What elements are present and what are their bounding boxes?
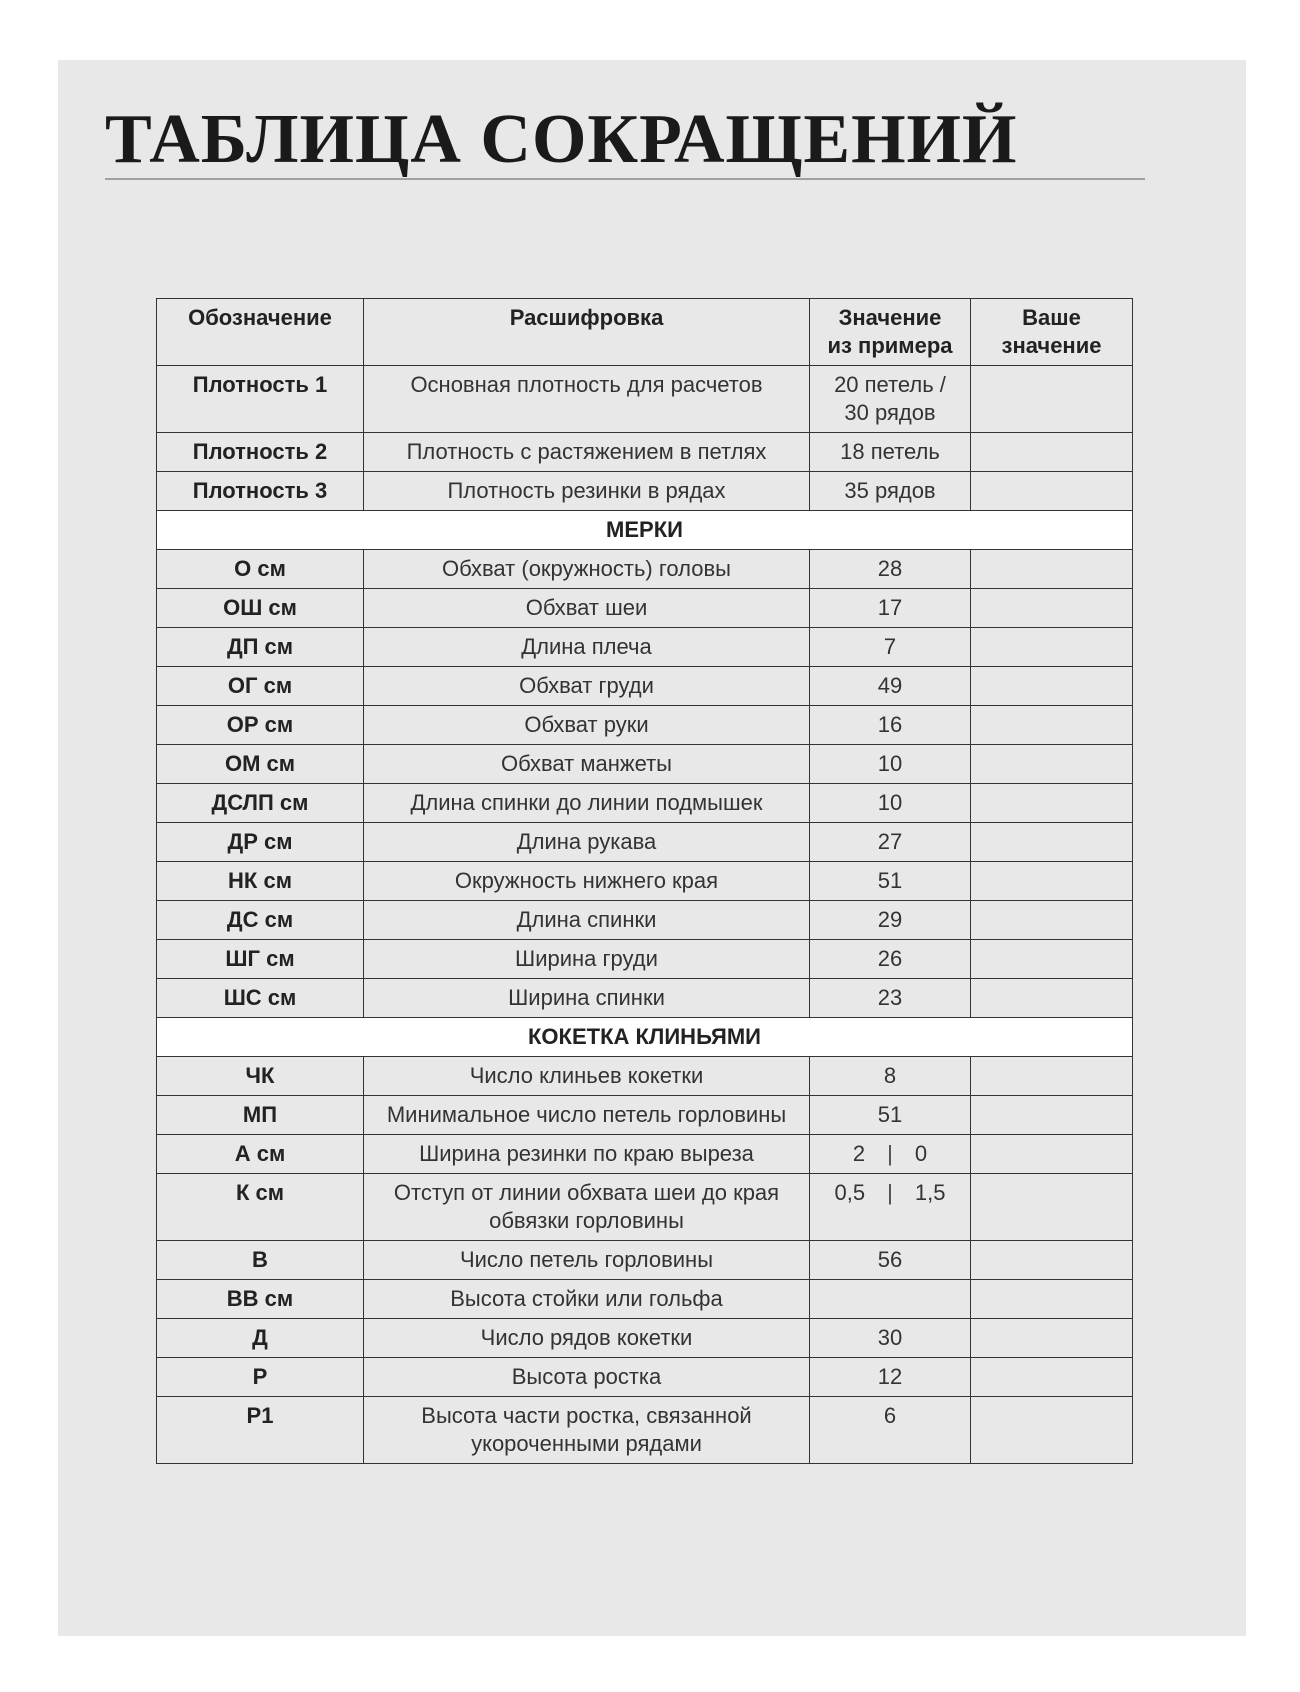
table-row	[157, 550, 1133, 589]
row-example-value: 10	[810, 745, 971, 784]
row-code: ОГ см	[157, 667, 364, 706]
example-value-b: 1,5	[914, 1180, 946, 1205]
table-row	[157, 745, 1133, 784]
row-code: МП	[157, 1096, 364, 1135]
header-yours-line1: Ваше	[1022, 305, 1081, 330]
row-meaning: Число петель горловины	[364, 1241, 810, 1280]
row-meaning: Число рядов кокетки	[364, 1319, 810, 1358]
row-code: ЧК	[157, 1057, 364, 1096]
example-line2: 30 рядов	[844, 400, 936, 425]
row-example-value	[810, 366, 971, 433]
table-body	[157, 299, 1133, 1464]
example-value-b: 0	[914, 1141, 928, 1166]
row-example-value	[810, 1135, 971, 1174]
table-row	[157, 1241, 1133, 1280]
table-row	[157, 979, 1133, 1018]
row-code: Р1	[157, 1397, 364, 1464]
table-row	[157, 706, 1133, 745]
title-underline	[105, 178, 1145, 180]
header-example-line2: из примера	[827, 333, 953, 358]
row-example-value	[810, 1174, 971, 1241]
header-code: Обозначение	[157, 299, 364, 366]
row-meaning: Ширина резинки по краю выреза	[364, 1135, 810, 1174]
row-your-value-cell[interactable]	[971, 1241, 1133, 1280]
row-example-value: 35 рядов	[810, 472, 971, 511]
row-code: ОР см	[157, 706, 364, 745]
example-value-pair	[835, 1179, 946, 1207]
table-row	[157, 1174, 1133, 1241]
row-example-value	[810, 1280, 971, 1319]
example-line1: 20 петель /	[834, 372, 946, 397]
page-title: ТАБЛИЦА СОКРАЩЕНИЙ	[105, 101, 1018, 178]
row-example-value: 18 петель	[810, 433, 971, 472]
row-your-value-cell[interactable]	[971, 1358, 1133, 1397]
row-your-value-cell[interactable]	[971, 706, 1133, 745]
row-meaning: Обхват груди	[364, 667, 810, 706]
meaning-line2: обвязки горловины	[489, 1208, 684, 1233]
abbreviations-table	[156, 298, 1133, 1464]
row-example-value: 12	[810, 1358, 971, 1397]
row-meaning: Длина плеча	[364, 628, 810, 667]
row-meaning: Длина спинки до линии подмышек	[364, 784, 810, 823]
row-meaning	[364, 1174, 810, 1241]
row-your-value-cell[interactable]	[971, 589, 1133, 628]
table-row	[157, 1280, 1133, 1319]
row-example-value: 27	[810, 823, 971, 862]
row-code: Р	[157, 1358, 364, 1397]
row-code: НК см	[157, 862, 364, 901]
row-example-value: 17	[810, 589, 971, 628]
row-code: Д	[157, 1319, 364, 1358]
row-meaning: Высота ростка	[364, 1358, 810, 1397]
row-meaning: Длина рукава	[364, 823, 810, 862]
row-your-value-cell[interactable]	[971, 1135, 1133, 1174]
header-your-value	[971, 299, 1133, 366]
header-yours-line2: значение	[1001, 333, 1102, 358]
example-value-a: 0,5	[834, 1180, 866, 1205]
table-row	[157, 901, 1133, 940]
row-meaning: Число клиньев кокетки	[364, 1057, 810, 1096]
row-example-value: 30	[810, 1319, 971, 1358]
section-row-measurements	[157, 511, 1133, 550]
row-meaning: Плотность резинки в рядах	[364, 472, 810, 511]
row-code: ДС см	[157, 901, 364, 940]
row-your-value-cell[interactable]	[971, 862, 1133, 901]
meaning-line1: Отступ от линии обхвата шеи до края	[393, 1180, 780, 1205]
example-separator: |	[887, 1141, 893, 1166]
row-example-value: 8	[810, 1057, 971, 1096]
row-example-value: 6	[810, 1397, 971, 1464]
row-your-value-cell[interactable]	[971, 823, 1133, 862]
row-code: А см	[157, 1135, 364, 1174]
table-row	[157, 1135, 1133, 1174]
row-your-value-cell[interactable]	[971, 979, 1133, 1018]
section-title: МЕРКИ	[157, 511, 1133, 550]
table-row	[157, 628, 1133, 667]
table-header-row	[157, 299, 1133, 366]
row-your-value-cell[interactable]	[971, 1174, 1133, 1241]
row-example-value: 51	[810, 1096, 971, 1135]
table-row	[157, 1358, 1133, 1397]
row-meaning: Обхват шеи	[364, 589, 810, 628]
row-meaning: Основная плотность для расчетов	[364, 366, 810, 433]
table-row	[157, 823, 1133, 862]
row-meaning: Длина спинки	[364, 901, 810, 940]
row-your-value-cell[interactable]	[971, 745, 1133, 784]
row-code: Плотность 1	[157, 366, 364, 433]
row-example-value: 49	[810, 667, 971, 706]
row-code: В	[157, 1241, 364, 1280]
meaning-line2: укороченными рядами	[471, 1431, 702, 1456]
row-example-value: 10	[810, 784, 971, 823]
row-code: О см	[157, 550, 364, 589]
row-code: ДР см	[157, 823, 364, 862]
table-row	[157, 1096, 1133, 1135]
row-code: ВВ см	[157, 1280, 364, 1319]
row-meaning: Окружность нижнего края	[364, 862, 810, 901]
section-row-yoke	[157, 1018, 1133, 1057]
row-example-value: 56	[810, 1241, 971, 1280]
row-example-value: 26	[810, 940, 971, 979]
row-code: К см	[157, 1174, 364, 1241]
example-value-pair	[853, 1140, 927, 1168]
row-meaning: Ширина груди	[364, 940, 810, 979]
example-value-a: 2	[852, 1141, 866, 1166]
row-example-value: 29	[810, 901, 971, 940]
row-meaning	[364, 1397, 810, 1464]
table-row	[157, 433, 1133, 472]
row-your-value-cell[interactable]	[971, 550, 1133, 589]
header-example-line1: Значение	[838, 305, 942, 330]
row-your-value-cell[interactable]	[971, 1057, 1133, 1096]
section-title: КОКЕТКА КЛИНЬЯМИ	[157, 1018, 1133, 1057]
row-example-value: 28	[810, 550, 971, 589]
table-row	[157, 1397, 1133, 1464]
row-example-value: 51	[810, 862, 971, 901]
row-your-value-cell[interactable]	[971, 1397, 1133, 1464]
row-your-value-cell[interactable]	[971, 366, 1133, 433]
meaning-line1: Высота части ростка, связанной	[421, 1403, 752, 1428]
row-meaning: Высота стойки или гольфа	[364, 1280, 810, 1319]
row-meaning: Минимальное число петель горловины	[364, 1096, 810, 1135]
row-example-value: 16	[810, 706, 971, 745]
row-your-value-cell[interactable]	[971, 1096, 1133, 1135]
table-row	[157, 862, 1133, 901]
row-example-value: 23	[810, 979, 971, 1018]
row-meaning: Обхват руки	[364, 706, 810, 745]
header-meaning: Расшифровка	[364, 299, 810, 366]
row-meaning: Плотность с растяжением в петлях	[364, 433, 810, 472]
table-row	[157, 1057, 1133, 1096]
table-row	[157, 784, 1133, 823]
table-row	[157, 667, 1133, 706]
header-example-value	[810, 299, 971, 366]
table-row	[157, 940, 1133, 979]
row-your-value-cell[interactable]	[971, 1280, 1133, 1319]
row-your-value-cell[interactable]	[971, 784, 1133, 823]
row-your-value-cell[interactable]	[971, 667, 1133, 706]
row-your-value-cell[interactable]	[971, 901, 1133, 940]
row-code: Плотность 2	[157, 433, 364, 472]
row-your-value-cell[interactable]	[971, 628, 1133, 667]
row-code: ДСЛП см	[157, 784, 364, 823]
table-row	[157, 1319, 1133, 1358]
row-code: ОШ см	[157, 589, 364, 628]
row-meaning: Обхват манжеты	[364, 745, 810, 784]
row-your-value-cell[interactable]	[971, 472, 1133, 511]
row-code: ШС см	[157, 979, 364, 1018]
row-meaning: Ширина спинки	[364, 979, 810, 1018]
row-code: Плотность 3	[157, 472, 364, 511]
table-row	[157, 366, 1133, 433]
table-row	[157, 589, 1133, 628]
table-row	[157, 472, 1133, 511]
row-your-value-cell[interactable]	[971, 1319, 1133, 1358]
row-code: ОМ см	[157, 745, 364, 784]
row-your-value-cell[interactable]	[971, 433, 1133, 472]
row-meaning: Обхват (окружность) головы	[364, 550, 810, 589]
row-code: ДП см	[157, 628, 364, 667]
row-example-value: 7	[810, 628, 971, 667]
row-code: ШГ см	[157, 940, 364, 979]
example-separator: |	[887, 1180, 893, 1205]
row-your-value-cell[interactable]	[971, 940, 1133, 979]
